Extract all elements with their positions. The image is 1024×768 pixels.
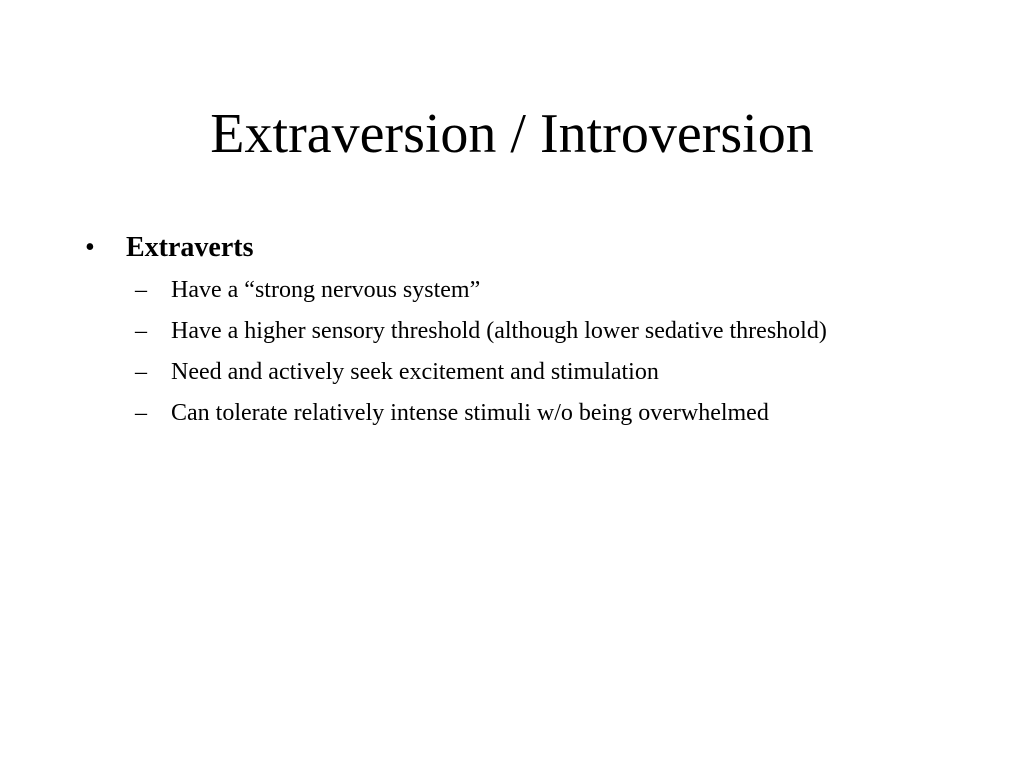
sub-bullet-text: Need and actively seek excitement and stimulation	[171, 359, 659, 385]
sub-bullet-text: Have a higher sensory threshold (although lower sedative threshold)	[171, 318, 827, 344]
bullet-text: Extraverts	[126, 232, 254, 263]
sub-bullet-item	[110, 356, 851, 389]
sub-bullet-marker: –	[135, 400, 147, 426]
sub-bullet-marker: –	[135, 277, 147, 303]
sub-bullet-text: Can tolerate relatively intense stimuli w/o being overwhelmed	[171, 400, 769, 426]
sub-bullet-list	[110, 274, 910, 430]
slide-title: Extraversion / Introversion	[210, 103, 814, 165]
slide-content	[85, 228, 910, 438]
sub-bullet-marker: –	[135, 318, 147, 344]
bullet-extraverts	[85, 228, 910, 268]
sub-bullet-item	[110, 315, 851, 348]
bullet-marker: •	[85, 232, 95, 263]
sub-bullet-marker: –	[135, 359, 147, 385]
sub-bullet-item	[110, 274, 851, 307]
sub-bullet-text: Have a “strong nervous system”	[171, 277, 481, 303]
sub-bullet-item	[110, 397, 851, 430]
